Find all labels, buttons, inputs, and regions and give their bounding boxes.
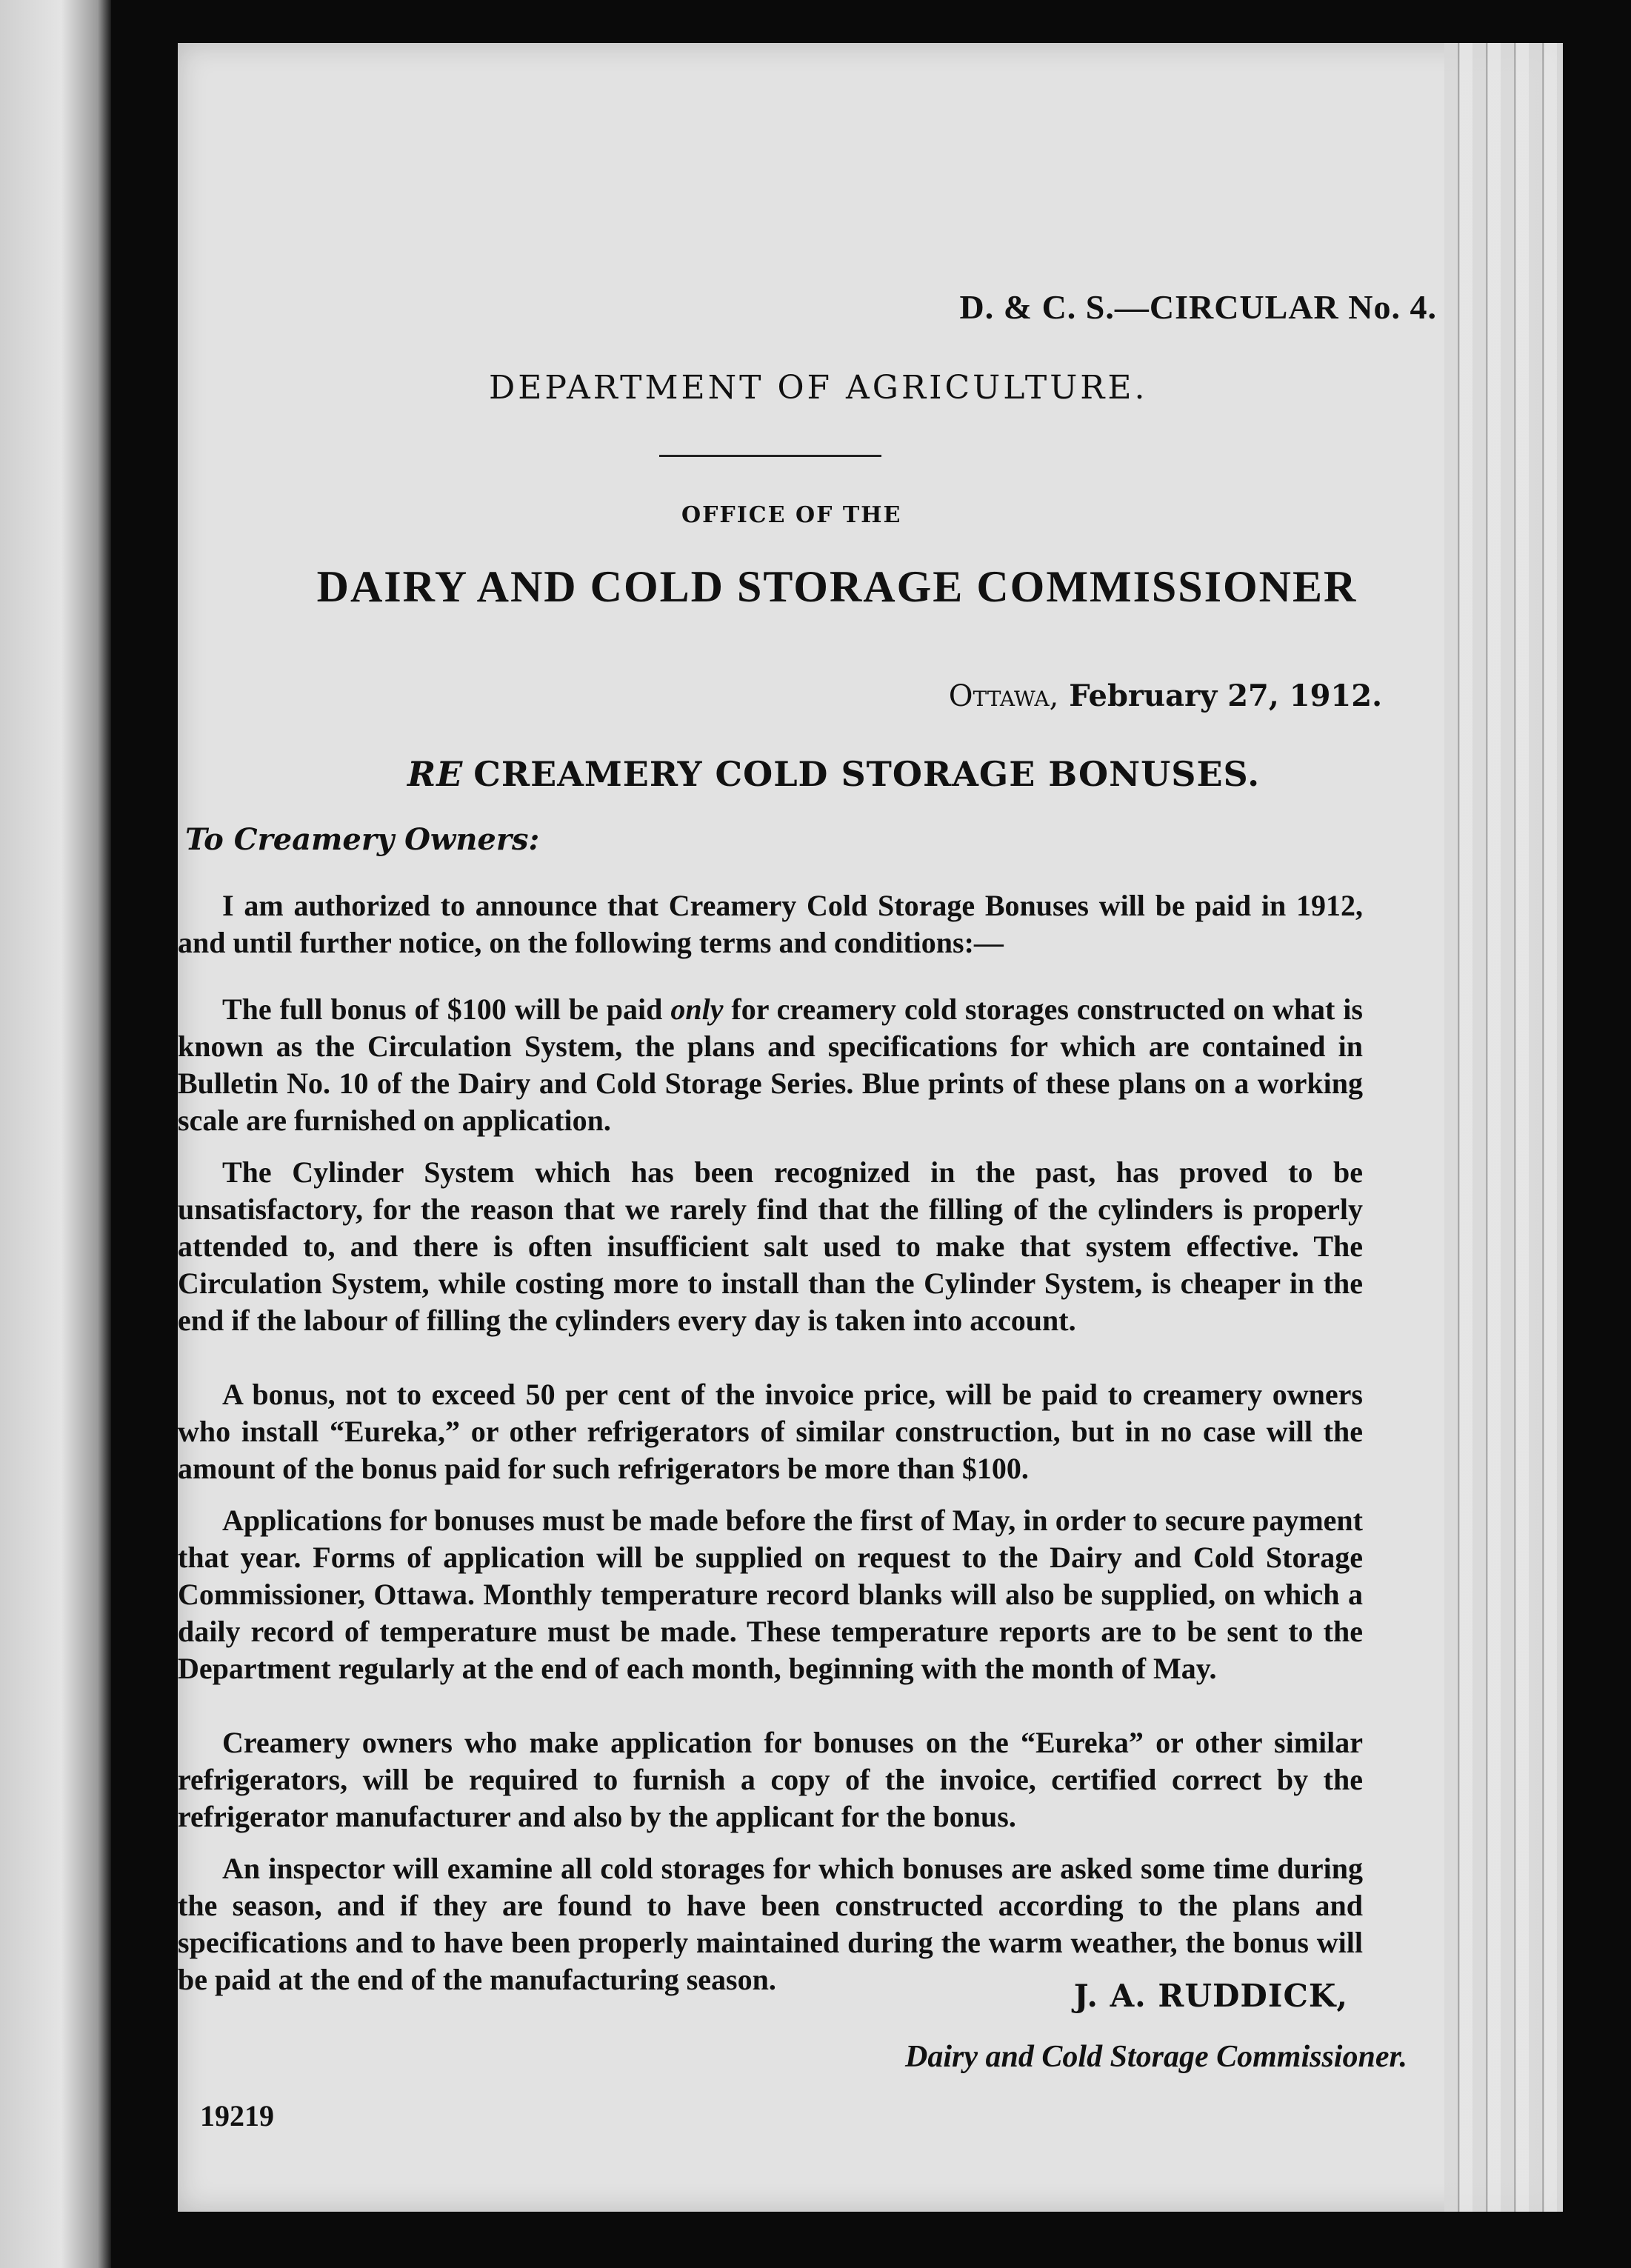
dateline: [949, 678, 1382, 713]
date-place: Ottawa,: [948, 679, 1059, 713]
signatory-title: Dairy and Cold Storage Commissioner.: [905, 2040, 1407, 2074]
divider-rule: [659, 455, 881, 457]
signatory-name: J. A. RUDDICK,: [1073, 1978, 1348, 2014]
paragraph-1: I am authorized to announce that Creamery Cold Storage Bonuses will be paid in 1912, and until further notice, on the following terms and conditions:—: [178, 889, 1363, 959]
circular-number: D. & C. S.—CIRCULAR No. 4.: [959, 288, 1437, 326]
subject-line: [407, 754, 1296, 794]
paragraph-2-rest: for creamery cold storages constructed on what is known as the Circulation System, the plans and specifications for which are contained in Bulletin No. 10 of the Dairy and Cold Storage Series. Blue prints of these plans on a working scale are furnished on application.: [178, 993, 1363, 1137]
paragraph-2-emphasis: only: [670, 993, 724, 1026]
commissioner-title: DAIRY AND COLD STORAGE COMMISSIONER: [316, 562, 1358, 611]
subject-text: CREAMERY COLD STORAGE BONUSES.: [473, 754, 1261, 794]
salutation: To Creamery Owners:: [185, 822, 540, 857]
print-number: 19219: [200, 2099, 274, 2132]
subject-prefix: RE: [407, 754, 464, 794]
date: February 27, 1912.: [1069, 678, 1382, 713]
department-heading: DEPARTMENT OF AGRICULTURE.: [489, 369, 1148, 407]
paragraph-7: An inspector will examine all cold storages for which bonuses are asked some time during the season, and if they are found to have been constructed according to the plans and specifications and to have been properly maintained during the warm weather, the bonus will be paid at the end of the manufacturing season.: [178, 1852, 1363, 1996]
circular-document: [178, 43, 1437, 2212]
paragraph-6: Creamery owners who make application for bonuses on the “Eureka” or other similar refrigerators, will be required to furnish a copy of the invoice, certified correct by the refrigerator manufacturer and also by the applicant for the bonus.: [178, 1726, 1363, 1833]
paragraph-2-lead: The full bonus of $100 will be paid: [222, 993, 671, 1026]
paragraph-2: [178, 991, 1363, 1139]
paragraph-4: A bonus, not to exceed 50 per cent of the invoice price, will be paid to creamery owners who install “Eureka,” or other refrigerators of similar construction, but in no case will the amount of the bonus paid for such refrigerators be more than $100.: [178, 1378, 1363, 1485]
page-stack-edges: [1444, 43, 1563, 2212]
office-of-label: OFFICE OF THE: [681, 502, 902, 528]
previous-page-edge: [0, 0, 111, 2268]
paragraph-5: Applications for bonuses must be made before the first of May, in order to secure payment that year. Forms of application will be supplied on request to the Dairy and Cold Storage Commissioner, Ottawa. Monthly temperature record blanks will also be supplied, on which a daily record of temperature must be made. These temperature reports are to be sent to the Department regularly at the end of each month, beginning with the month of May.: [178, 1504, 1363, 1685]
paragraph-3: The Cylinder System which has been recognized in the past, has proved to be unsatisfactory, for the reason that we rarely find that the filling of the cylinders is properly attended to, and there is often insufficient salt used to make that system effective. The Circulation System, while costing more to install than the Cylinder System, is cheaper in the end if the labour of filling the cylinders every day is taken into account.: [178, 1155, 1363, 1337]
